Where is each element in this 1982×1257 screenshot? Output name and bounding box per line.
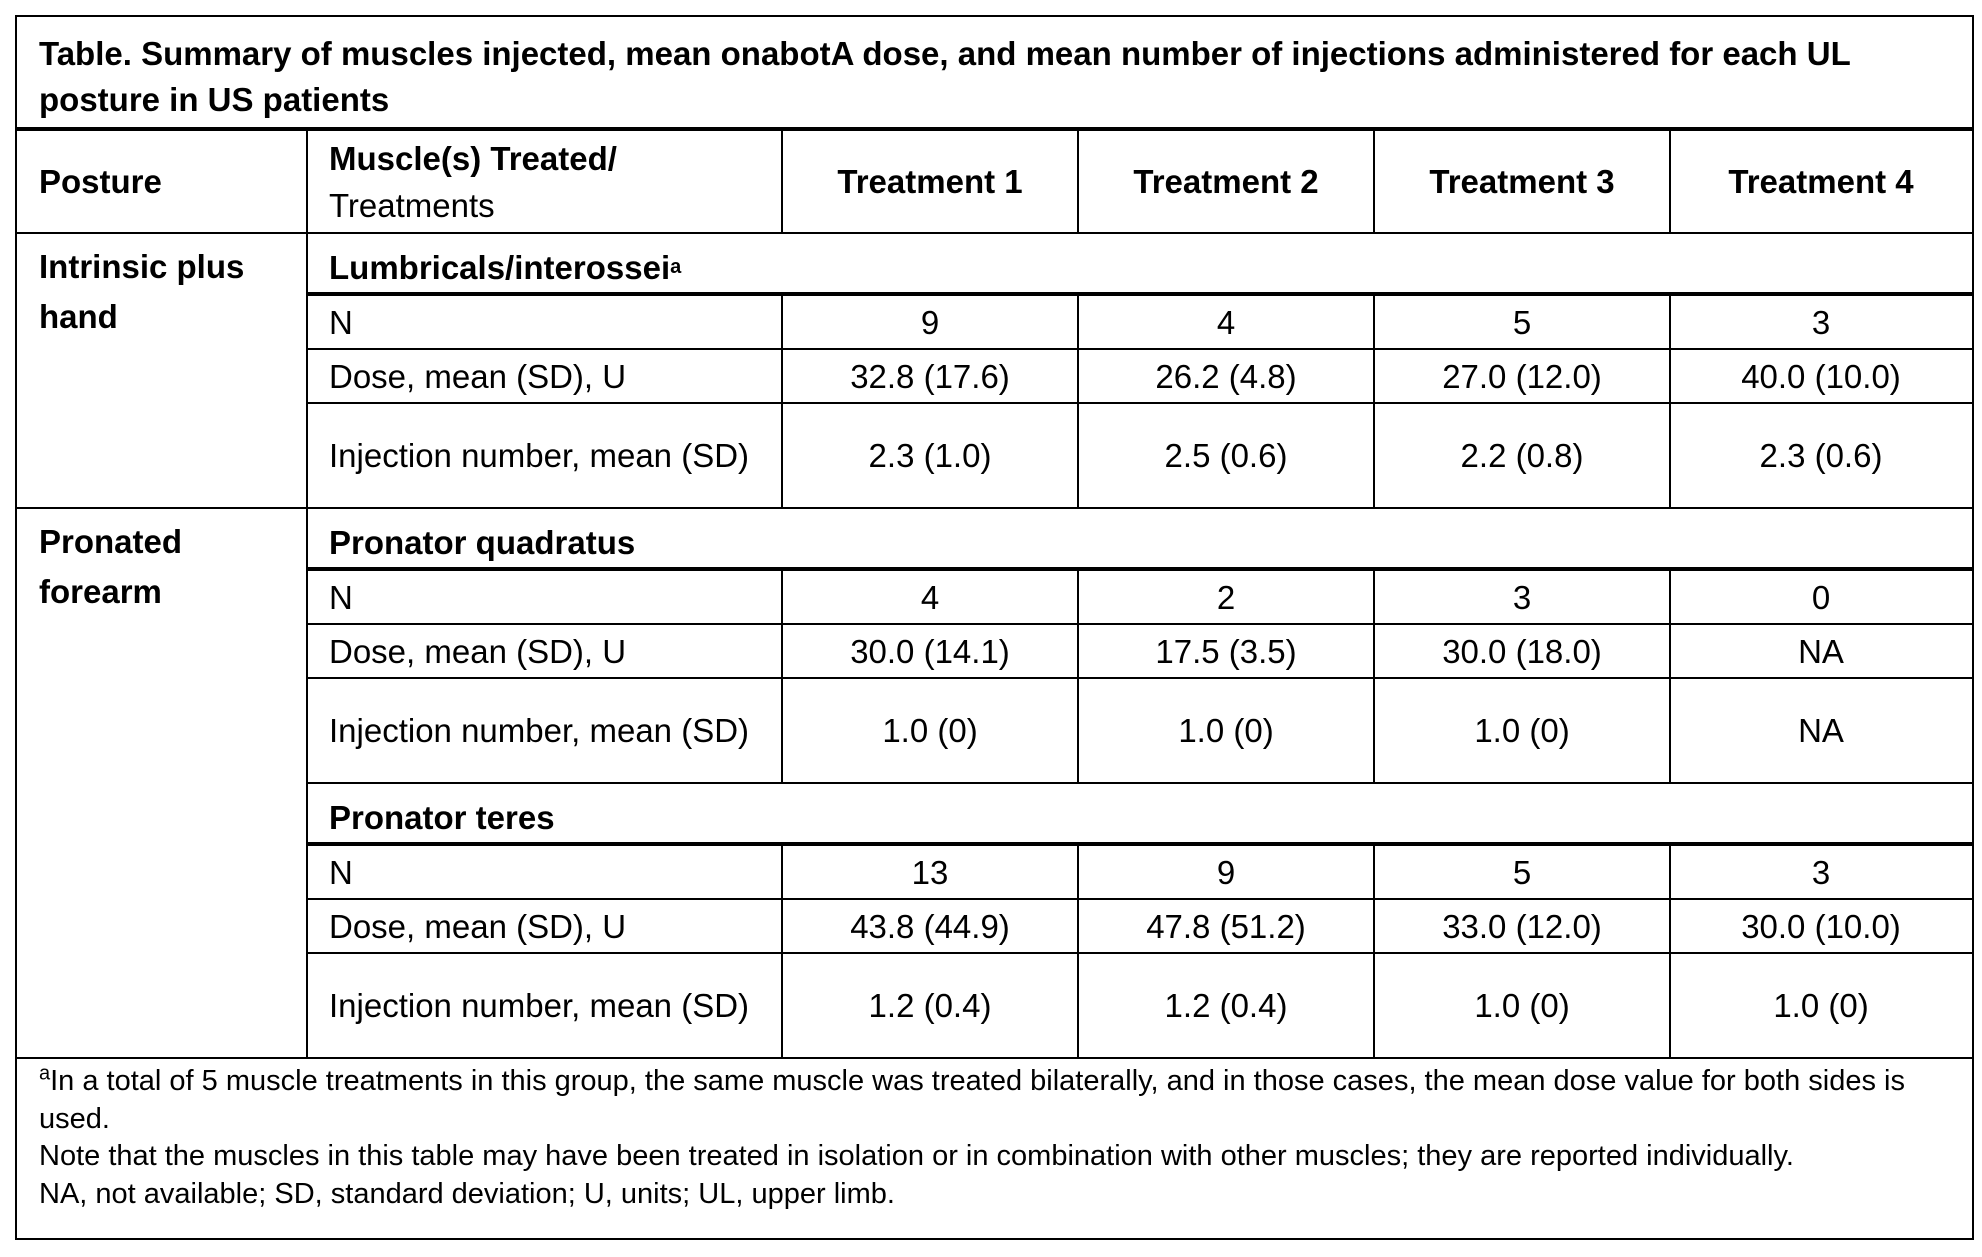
- row-divider-1-1-2-5: [1669, 954, 1671, 1057]
- header-treatment-1-text: Treatment 1: [837, 163, 1023, 200]
- value-cell-1-0-2-1-text: 1.0 (0): [1178, 712, 1274, 749]
- value-cell-0-0-0-3-text: 3: [1811, 303, 1831, 341]
- header-divider-1: [306, 127, 308, 232]
- header-treatment-3-text: Treatment 3: [1429, 163, 1615, 200]
- summary-table: [15, 15, 1974, 1240]
- value-cell-1-1-2-1-text: 1.2 (0.4): [1164, 987, 1288, 1024]
- row-divider-1-0-0-4: [1373, 571, 1375, 623]
- value-cell-1-1-1-3: [1670, 900, 1972, 952]
- row-label-0-0-0: [307, 296, 782, 348]
- value-cell-1-1-2-0: [782, 954, 1078, 1057]
- value-cell-0-0-0-0: [782, 296, 1078, 348]
- row-label-0-0-1-text: Dose, mean (SD), U: [329, 357, 627, 395]
- row-divider-1-1-0-4: [1373, 846, 1375, 898]
- posture-cell-1: [17, 509, 307, 1057]
- footnote-abbreviations: NA, not available; SD, standard deviation; U, units; UL, upper limb.: [39, 1177, 895, 1210]
- row-divider-1-0-1-4: [1373, 625, 1375, 677]
- value-cell-1-0-1-0-text: 30.0 (14.1): [850, 632, 1010, 670]
- header-bottom-rule: [17, 232, 1972, 234]
- row-divider-0-0-0-5: [1669, 296, 1671, 348]
- row-divider-1-0-1-5: [1669, 625, 1671, 677]
- value-cell-0-0-1-0-text: 32.8 (17.6): [850, 357, 1010, 395]
- row-label-1-1-2-text: Injection number, mean (SD): [329, 987, 750, 1024]
- value-cell-0-0-1-2: [1374, 350, 1670, 402]
- value-cell-1-1-0-1: [1078, 846, 1374, 898]
- header-treatment-4-text: Treatment 4: [1728, 163, 1914, 200]
- footnote-a-marker: a: [39, 1062, 51, 1085]
- value-cell-1-1-0-2-text: 5: [1512, 853, 1532, 891]
- value-cell-1-1-0-2: [1374, 846, 1670, 898]
- value-cell-0-0-1-0: [782, 350, 1078, 402]
- value-cell-0-0-0-1-text: 4: [1216, 303, 1236, 341]
- value-cell-0-0-2-1: [1078, 404, 1374, 507]
- header-divider-5: [1669, 127, 1671, 232]
- value-cell-1-1-1-0-text: 43.8 (44.9): [850, 907, 1010, 945]
- header-treatment-1: [782, 131, 1078, 232]
- row-label-0-0-2: [307, 404, 782, 507]
- value-cell-1-0-0-0: [782, 571, 1078, 623]
- row-divider-1-0-0-2: [781, 571, 783, 623]
- row-divider-0-0-1-2: [781, 350, 783, 402]
- value-cell-0-0-1-3: [1670, 350, 1972, 402]
- value-cell-1-0-0-0-text: 4: [920, 578, 940, 616]
- footnote-a-text: In a total of 5 muscle treatments in this group, the same muscle was treated bilaterally, and in those cases, the mean dose value for both sides is used.: [39, 1065, 1905, 1135]
- value-cell-1-0-2-0-text: 1.0 (0): [882, 712, 978, 749]
- table-title: Table. Summary of muscles injected, mean onabotA dose, and mean number of injections administered for each UL posture in US patients: [39, 35, 1851, 118]
- value-cell-1-0-1-3-text: NA: [1798, 632, 1844, 670]
- muscle-title-0-0-text: Lumbricals/interossei: [329, 248, 671, 286]
- header-muscles-treated: [307, 131, 782, 232]
- header-divider-4: [1373, 127, 1375, 232]
- value-cell-1-1-1-1-text: 47.8 (51.2): [1146, 907, 1306, 945]
- row-divider-1-1-0-3: [1077, 846, 1079, 898]
- value-cell-1-1-2-1: [1078, 954, 1374, 1057]
- value-cell-0-0-2-2: [1374, 404, 1670, 507]
- value-cell-1-1-0-3-text: 3: [1811, 853, 1831, 891]
- row-divider-0-0-2-3: [1077, 404, 1079, 507]
- row-divider-0-0-2-5: [1669, 404, 1671, 507]
- value-cell-1-1-2-2: [1374, 954, 1670, 1057]
- value-cell-1-1-0-0: [782, 846, 1078, 898]
- header-muscles-line1: Muscle(s) Treated/: [329, 140, 617, 177]
- row-label-0-0-1: [307, 350, 782, 402]
- value-cell-0-0-1-2-text: 27.0 (12.0): [1442, 357, 1602, 395]
- posture-label-0: Intrinsic plus hand: [39, 248, 245, 335]
- value-cell-1-0-2-3-text: NA: [1798, 712, 1844, 749]
- row-label-1-0-2: [307, 679, 782, 782]
- value-cell-1-0-0-3-text: 0: [1811, 578, 1831, 616]
- row-divider-1-1-1-2: [781, 900, 783, 952]
- row-label-0-0-2-text: Injection number, mean (SD): [329, 437, 750, 474]
- row-divider-0-0-1-3: [1077, 350, 1079, 402]
- value-cell-1-0-0-2-text: 3: [1512, 578, 1532, 616]
- header-muscles-line2: Treatments: [329, 187, 495, 224]
- row-label-1-0-2-text: Injection number, mean (SD): [329, 712, 750, 749]
- row-divider-1-1-1-3: [1077, 900, 1079, 952]
- value-cell-1-0-0-3: [1670, 571, 1972, 623]
- row-label-1-1-0: [307, 846, 782, 898]
- value-cell-1-1-1-0: [782, 900, 1078, 952]
- muscle-title-1-0-text: Pronator quadratus: [329, 523, 636, 561]
- value-cell-1-0-0-2: [1374, 571, 1670, 623]
- row-label-1-0-0: [307, 571, 782, 623]
- row-divider-1-0-1-2: [781, 625, 783, 677]
- value-cell-0-0-0-0-text: 9: [920, 303, 940, 341]
- footnote-a: [39, 1063, 1950, 1138]
- value-cell-1-0-0-1: [1078, 571, 1374, 623]
- row-divider-0-0-2-2: [781, 404, 783, 507]
- value-cell-0-0-2-2-text: 2.2 (0.8): [1460, 437, 1584, 474]
- row-divider-1-1-2-4: [1373, 954, 1375, 1057]
- value-cell-1-0-2-2-text: 1.0 (0): [1474, 712, 1570, 749]
- value-cell-1-1-2-0-text: 1.2 (0.4): [868, 987, 992, 1024]
- row-divider-1-1-0-2: [781, 846, 783, 898]
- value-cell-0-0-1-1: [1078, 350, 1374, 402]
- row-divider-1-0-1-3: [1077, 625, 1079, 677]
- value-cell-0-0-2-3-text: 2.3 (0.6): [1759, 437, 1883, 474]
- header-divider-2: [781, 127, 783, 232]
- value-cell-1-1-0-3: [1670, 846, 1972, 898]
- value-cell-1-1-0-1-text: 9: [1216, 853, 1236, 891]
- value-cell-0-0-0-2-text: 5: [1512, 303, 1532, 341]
- value-cell-0-0-1-3-text: 40.0 (10.0): [1741, 357, 1901, 395]
- row-label-1-1-0-text: N: [329, 853, 353, 891]
- value-cell-0-0-2-0: [782, 404, 1078, 507]
- value-cell-1-0-1-3: [1670, 625, 1972, 677]
- row-label-1-0-1: [307, 625, 782, 677]
- value-cell-1-1-0-0-text: 13: [911, 853, 949, 891]
- value-cell-1-1-2-3-text: 1.0 (0): [1773, 987, 1869, 1024]
- value-cell-1-1-1-3-text: 30.0 (10.0): [1741, 907, 1901, 945]
- footnote-note: Note that the muscles in this table may have been treated in isolation or in combination with other muscles; they are reported individually.: [39, 1140, 1794, 1172]
- value-cell-1-0-2-3: [1670, 679, 1972, 782]
- row-divider-1-0-0-3: [1077, 571, 1079, 623]
- header-divider-3: [1077, 127, 1079, 232]
- value-cell-1-0-2-1: [1078, 679, 1374, 782]
- muscle-title-0-0: Lumbricals/interossei a: [307, 242, 1972, 292]
- header-treatment-4: [1670, 131, 1972, 232]
- row-divider-0-0-0-4: [1373, 296, 1375, 348]
- value-cell-0-0-0-1: [1078, 296, 1374, 348]
- muscle-title-1-1-text: Pronator teres: [329, 798, 555, 836]
- table-grid: [17, 127, 1972, 1057]
- row-divider-0-0-0-2: [781, 296, 783, 348]
- row-divider-1-1-2-2: [781, 954, 783, 1057]
- row-divider-1-0-0-5: [1669, 571, 1671, 623]
- header-posture-text: Posture: [39, 163, 162, 200]
- value-cell-1-0-1-0: [782, 625, 1078, 677]
- value-cell-1-1-2-2-text: 1.0 (0): [1474, 987, 1570, 1024]
- value-cell-0-0-0-2: [1374, 296, 1670, 348]
- row-divider-1-1-1-4: [1373, 900, 1375, 952]
- value-cell-1-0-2-0: [782, 679, 1078, 782]
- value-cell-1-0-1-2-text: 30.0 (18.0): [1442, 632, 1602, 670]
- row-label-1-0-0-text: N: [329, 578, 353, 616]
- value-cell-0-0-2-1-text: 2.5 (0.6): [1164, 437, 1288, 474]
- row-divider-0-0-2-4: [1373, 404, 1375, 507]
- row-label-1-1-1-text: Dose, mean (SD), U: [329, 907, 627, 945]
- row-label-0-0-0-text: N: [329, 303, 353, 341]
- muscle-title-1-1: [307, 792, 1972, 842]
- value-cell-1-1-1-2-text: 33.0 (12.0): [1442, 907, 1602, 945]
- header-posture: [17, 131, 307, 232]
- muscle-title-1-0: [307, 517, 1972, 567]
- value-cell-1-1-1-2: [1374, 900, 1670, 952]
- header-treatment-3: [1374, 131, 1670, 232]
- header-treatment-2: [1078, 131, 1374, 232]
- value-cell-1-0-2-2: [1374, 679, 1670, 782]
- row-divider-0-0-1-4: [1373, 350, 1375, 402]
- row-divider-1-1-2-3: [1077, 954, 1079, 1057]
- row-divider-1-0-2-5: [1669, 679, 1671, 782]
- posture-label-1: Pronated forearm: [39, 523, 183, 610]
- row-divider-1-0-2-3: [1077, 679, 1079, 782]
- row-label-1-1-2: [307, 954, 782, 1057]
- posture-cell-0: [17, 234, 307, 507]
- muscle-end-rule-1-0: [307, 782, 1972, 784]
- value-cell-0-0-2-3: [1670, 404, 1972, 507]
- value-cell-0-0-0-3: [1670, 296, 1972, 348]
- posture-divider-1: [306, 509, 308, 1057]
- group-end-rule-0: [17, 507, 1972, 509]
- table-footnotes: [17, 1057, 1972, 1238]
- value-cell-1-0-1-2: [1374, 625, 1670, 677]
- value-cell-1-0-1-1-text: 17.5 (3.5): [1155, 632, 1297, 670]
- value-cell-1-1-2-3: [1670, 954, 1972, 1057]
- row-divider-0-0-0-3: [1077, 296, 1079, 348]
- value-cell-0-0-2-0-text: 2.3 (1.0): [868, 437, 992, 474]
- row-divider-0-0-1-5: [1669, 350, 1671, 402]
- row-divider-1-0-2-4: [1373, 679, 1375, 782]
- row-divider-1-1-0-5: [1669, 846, 1671, 898]
- row-label-1-1-1: [307, 900, 782, 952]
- header-treatment-2-text: Treatment 2: [1133, 163, 1319, 200]
- value-cell-1-0-0-1-text: 2: [1216, 578, 1236, 616]
- value-cell-1-0-1-1: [1078, 625, 1374, 677]
- row-divider-1-1-1-5: [1669, 900, 1671, 952]
- row-label-1-0-1-text: Dose, mean (SD), U: [329, 632, 627, 670]
- row-divider-1-0-2-2: [781, 679, 783, 782]
- posture-divider-0: [306, 234, 308, 507]
- value-cell-0-0-1-1-text: 26.2 (4.8): [1155, 357, 1297, 395]
- value-cell-1-1-1-1: [1078, 900, 1374, 952]
